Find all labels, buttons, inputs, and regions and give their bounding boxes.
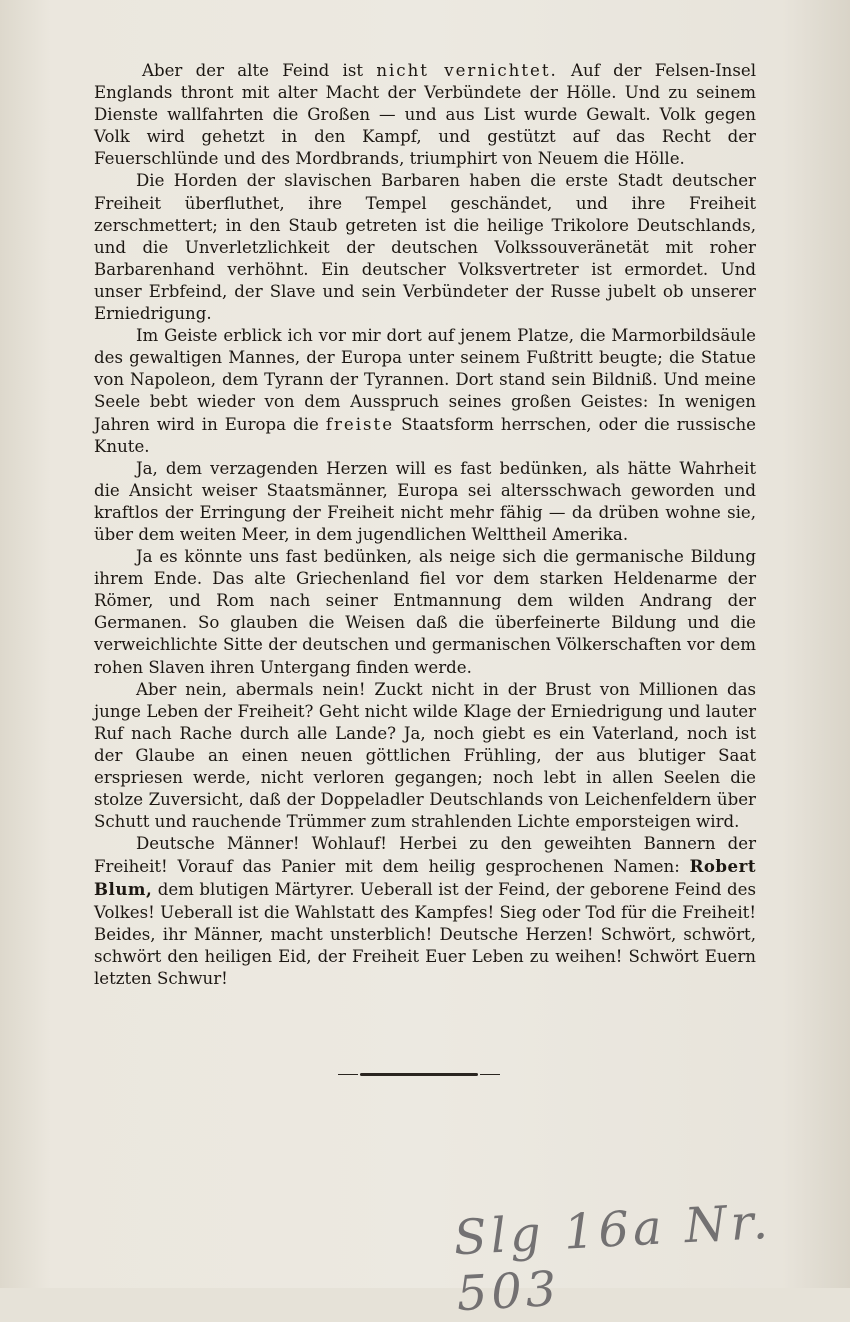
closing-rule-ornament <box>360 1073 478 1076</box>
text-run: Im Geiste erblick ich vor mir dort auf jenem Platze, die Marmorbildsäule des gewaltigen Mannes, der Europa unter seinem Fußtritt beugte; die Statue von Napoleon, dem Tyrann der Tyrannen. Dort stand sein Bildniß. Und meine Seele bebt wieder von dem Ausspruch seines großen Geistes: In wenigen Jahren wird in Europa die <box>94 326 756 434</box>
text-run: Deutsche Männer! Wohlauf! Herbei zu den geweihten Bannern der Freiheit! Vorauf das Panier mit dem heilig gesprochenen Namen: <box>94 834 756 877</box>
paragraph <box>94 679 756 834</box>
text-run: Die Horden der slavischen Barbaren haben die erste Stadt deutscher Freiheit überfluthet, ihre Tempel geschändet, und ihre Freiheit zerschmettert; in den Staub getreten ist die heilige Trikolore Deutschlands, und die Unverletzlichkeit der deutschen Volkssouveränetät mit roher Barbarenhand verhöhnt. Ein deutscher Volksvertreter ist ermordet. Und unser Erbfeind, der Slave und sein Verbündeter der Russe jubelt ob unserer Erniedrigung. <box>94 171 756 324</box>
text-run: dem blutigen Märtyrer. Ueberall ist der Feind, der geborene Feind des Volkes! Ueberall ist die Wahlstatt des Kampfes! Sieg oder Tod für die Freiheit! Beides, ihr Männer, macht unsterblich! Deutsche Herzen! Schwört, schwört, schwört den heiligen Eid, der Freiheit Euer Leben zu weihen! Schwört Euern letzten Schwur! <box>94 880 756 988</box>
text-run: Auf der Felsen-Insel Englands thront mit alter Macht der Verbündete der Hölle. Und zu seinem Dienste wallfahrten die Großen — und aus List wurde Gewalt. Volk gegen Volk wird gehetzt in den Kampf, und gestützt auf das Recht der Feuerschlünde und des Mordbrands, triumphirt von Neuem die Hölle. <box>94 61 757 169</box>
text-run: Ja, dem verzagenden Herzen will es fast bedünken, als hätte Wahrheit die Ansicht weiser Staatsmänner, Europa sei altersschwach geworden und kraftlos der Erringung der Freiheit nicht mehr fähig — da drüben wohne sie, über dem weiten Meer, in dem jugendlichen Welttheil Amerika. <box>94 458 756 544</box>
bold-name: Robert Blum, <box>94 856 756 900</box>
document-body <box>94 60 756 990</box>
archive-signature: Slg 16a Nr. 503 <box>452 1193 773 1322</box>
paragraph <box>94 170 756 325</box>
paragraph <box>94 546 756 679</box>
paragraph <box>94 325 756 458</box>
spaced-emphasis: freiste <box>325 414 395 434</box>
bleed-through-texture <box>90 1040 790 1120</box>
paragraph <box>94 833 756 990</box>
spaced-emphasis: nicht vernichtet. <box>376 61 558 80</box>
text-run: Staatsform herrschen, oder die russische Knute. <box>94 414 756 456</box>
paragraph <box>94 60 756 170</box>
text-run: Ja es könnte uns fast bedünken, als neige sich die germanische Bildung ihrem Ende. Das alte Griechenland fiel vor dem starken Heldenarme der Römer, und Rom nach seiner Entmannung dem wilden Andrang der Germanen. So glauben die Weisen daß die überfeinerte Bildung und die verweichlichte Sitte der deutschen und germanischen Völkerschaften vor dem rohen Slaven ihren Untergang finden werde. <box>94 547 756 677</box>
text-run: Aber der alte Feind ist <box>142 61 377 80</box>
text-run: Aber nein, abermals nein! Zuckt nicht in der Brust von Millionen das junge Leben der Freiheit? Geht nicht wilde Klage der Erniedrigung und lauter Ruf nach Rache durch alle Lande? Ja, noch giebt es ein Vaterland, noch ist der Glaube an einen neuen göttlichen Frühling, der aus blutiger Saat erspriesen werde, nicht verloren gegangen; noch lebt in allen Seelen die stolze Zuversicht, daß der Doppeladler Deutschlands von Leichenfeldern über Schutt und rauchende Trümmer zum strahlenden Lichte emporsteigen wird. <box>94 679 756 832</box>
paragraph <box>94 458 756 546</box>
